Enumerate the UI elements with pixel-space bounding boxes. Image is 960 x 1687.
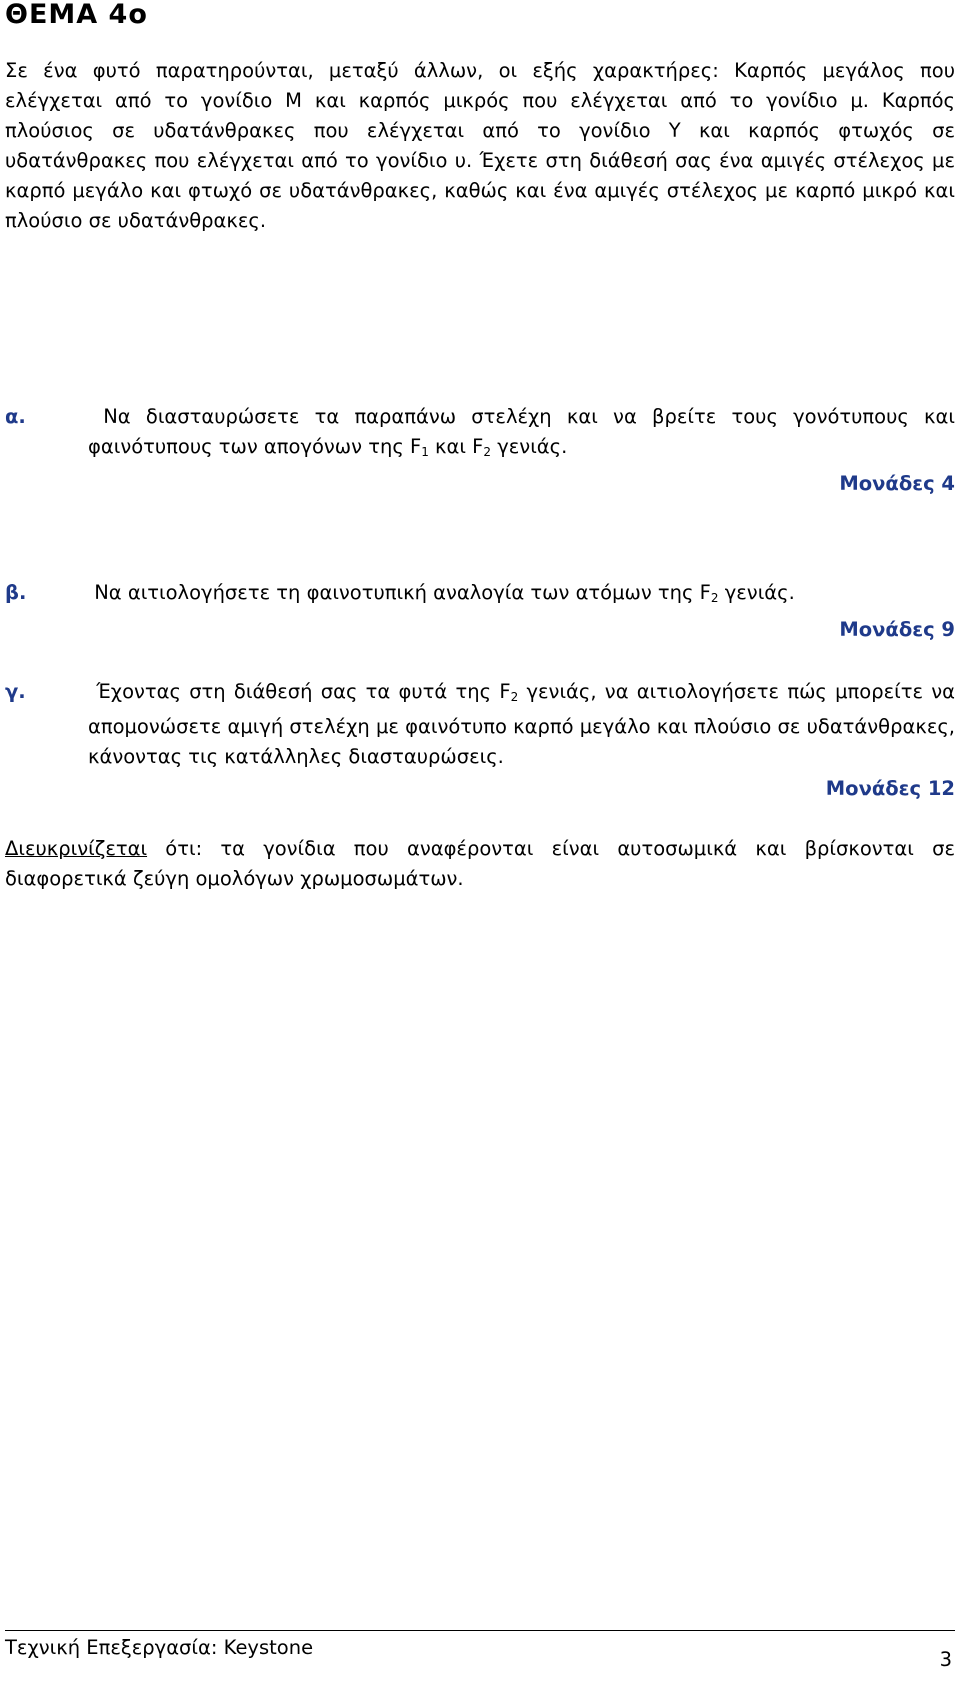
question-b xyxy=(5,578,955,645)
question-c-body-1: Έχοντας στη διάθεσή σας τα φυτά της F xyxy=(88,680,511,703)
question-b-sub-1: 2 xyxy=(710,591,719,605)
intro-paragraph: Σε ένα φυτό παρατηρούνται, μεταξύ άλλων, οι εξής χαρακτήρες: Καρπός μεγάλος που ελέγχεται από το γονίδιο Μ και καρπός μικρός που ελέγχεται από το γονίδιο μ. Καρπός πλούσιος σε υδατάνθρακες που ελέγχεται από το γονίδιο Υ και καρπός φτωχός σε υδατάνθρακες που ελέγχεται από το γονίδιο υ. Έχετε στη διάθεσή σας ένα αμιγές στέλεχος με καρπό μεγάλο και φτωχό σε υδατάνθρακες, καθώς και ένα αμιγές στέλεχος με καρπό μικρό και πλούσιο σε υδατάνθρακες. xyxy=(5,59,955,232)
clarification-text: ότι: τα γονίδια που αναφέρονται είναι αυτοσωμικά και βρίσκονται σε διαφορετικά ζεύγη ομολόγων χρωμοσωμάτων. xyxy=(5,837,955,890)
question-b-text xyxy=(5,578,955,613)
page-number: 3 xyxy=(939,1648,952,1671)
question-c-text xyxy=(5,677,955,772)
question-c-letter: γ. xyxy=(5,680,26,703)
question-b-body-2: γενιάς. xyxy=(718,581,795,604)
footer-divider xyxy=(5,1630,955,1631)
question-b-marks: Μονάδες 9 xyxy=(839,618,955,641)
question-a-body-3: γενιάς. xyxy=(491,435,568,458)
question-a-body-2: και F xyxy=(428,435,484,458)
question-a-text xyxy=(5,402,955,467)
question-a-letter: α. xyxy=(5,405,26,428)
clarification-lead: Διευκρινίζεται xyxy=(5,837,148,860)
question-b-letter: β. xyxy=(5,581,27,604)
question-c-marks: Μονάδες 12 xyxy=(825,777,955,800)
question-a-marks: Μονάδες 4 xyxy=(839,472,955,495)
question-c-body-2: γενιάς, να αιτιολογήσετε πώς μπορείτε να απομονώσετε αμιγή στελέχη με φαινότυπο καρπό μεγάλο και πλούσιο σε υδατάνθρακες, κάνοντας τις κατάλληλες διασταυρώσεις. xyxy=(88,680,955,768)
question-c xyxy=(5,677,955,804)
question-b-body-1: Να αιτιολογήσετε τη φαινοτυπική αναλογία των ατόμων της F xyxy=(88,581,711,604)
footer-text: Τεχνική Επεξεργασία: Keystone xyxy=(5,1636,314,1659)
question-c-sub-1: 2 xyxy=(510,690,519,704)
question-a xyxy=(5,402,955,499)
clarification-paragraph xyxy=(5,834,955,894)
question-a-sub-1: 1 xyxy=(421,445,429,459)
question-a-body-1: Να διασταυρώσετε τα παραπάνω στελέχη και να βρείτε τους γονότυπους και φαινότυπους των απογόνων της F xyxy=(88,405,955,458)
question-a-sub-2: 2 xyxy=(483,445,492,459)
page-title: ΘΕΜΑ 4ο xyxy=(5,0,148,30)
